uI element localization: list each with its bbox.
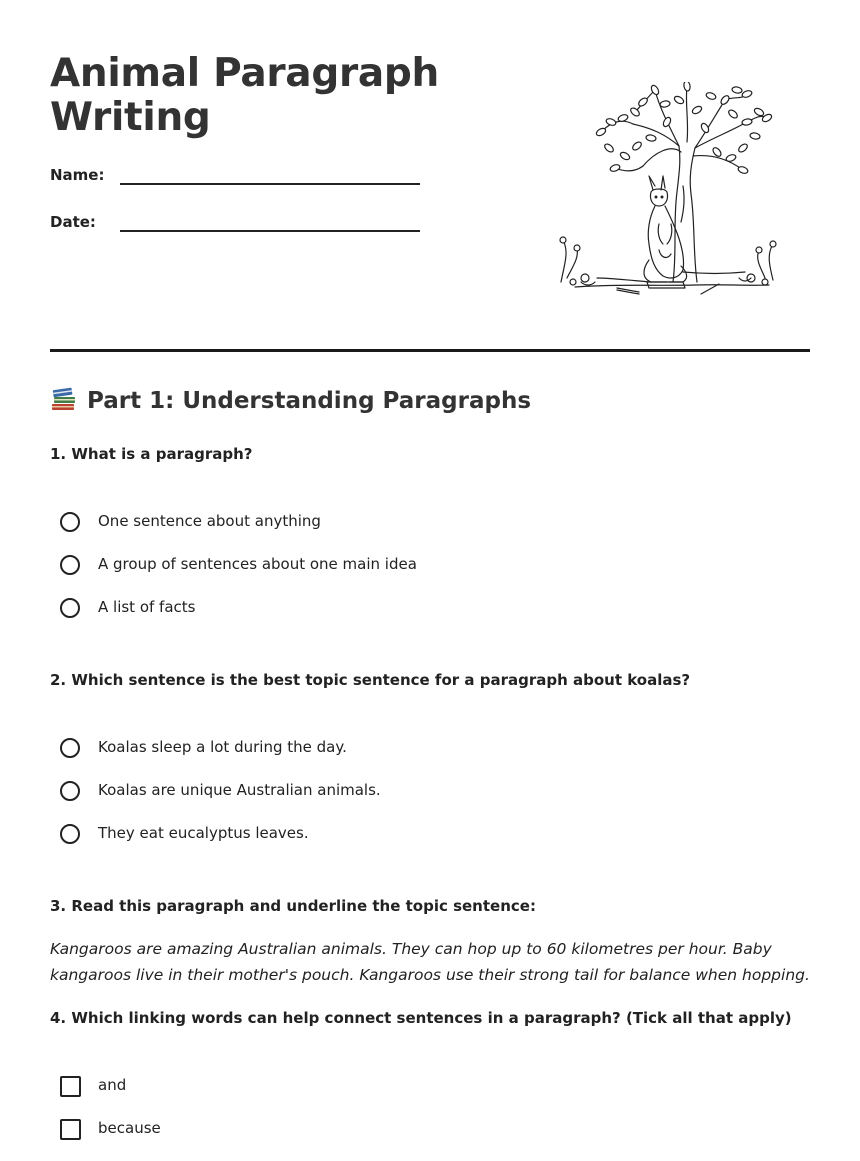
- question-4: 4. Which linking words can help connect sentences in a paragraph? (Tick all that apply): [50, 1009, 792, 1027]
- option-label: One sentence about anything: [98, 512, 321, 530]
- worksheet-page: [50, 0, 810, 1161]
- option-label: and: [98, 1076, 127, 1094]
- worksheet-title: Animal Paragraph Writing: [50, 51, 439, 140]
- checkbox[interactable]: [60, 1119, 81, 1140]
- name-field: [50, 166, 420, 196]
- radio-button[interactable]: [60, 824, 80, 844]
- radio-button[interactable]: [60, 598, 80, 618]
- radio-button[interactable]: [60, 512, 80, 532]
- option-label: Koalas sleep a lot during the day.: [98, 738, 347, 756]
- date-line[interactable]: [120, 230, 420, 232]
- name-label: Name:: [50, 166, 105, 184]
- radio-button[interactable]: [60, 781, 80, 801]
- radio-button[interactable]: [60, 738, 80, 758]
- question-2: 2. Which sentence is the best topic sentence for a paragraph about koalas?: [50, 671, 691, 689]
- part1-heading-text: Part 1: Understanding Paragraphs: [87, 388, 532, 414]
- radio-button[interactable]: [60, 555, 80, 575]
- option-label: because: [98, 1119, 161, 1137]
- section-divider: [50, 349, 810, 352]
- date-label: Date:: [50, 213, 96, 231]
- name-line[interactable]: [120, 183, 420, 185]
- option-label: They eat eucalyptus leaves.: [98, 824, 309, 842]
- option-label: Koalas are unique Australian animals.: [98, 781, 381, 799]
- books-icon: [50, 385, 77, 417]
- question-3: 3. Read this paragraph and underline the topic sentence:: [50, 897, 536, 915]
- part1-heading: [50, 385, 531, 417]
- option-label: A group of sentences about one main idea: [98, 555, 417, 573]
- kangaroo-paragraph[interactable]: Kangaroos are amazing Australian animals. They can hop up to 60 kilometres per hour. Baby kangaroos live in their mother's pouch. Kangaroos use their strong tail for balance when hopping.: [50, 940, 810, 984]
- kangaroo-under-tree-illustration: [555, 82, 785, 300]
- question-1: 1. What is a paragraph?: [50, 445, 253, 463]
- option-label: A list of facts: [98, 598, 196, 616]
- checkbox[interactable]: [60, 1076, 81, 1097]
- date-field: [50, 213, 420, 243]
